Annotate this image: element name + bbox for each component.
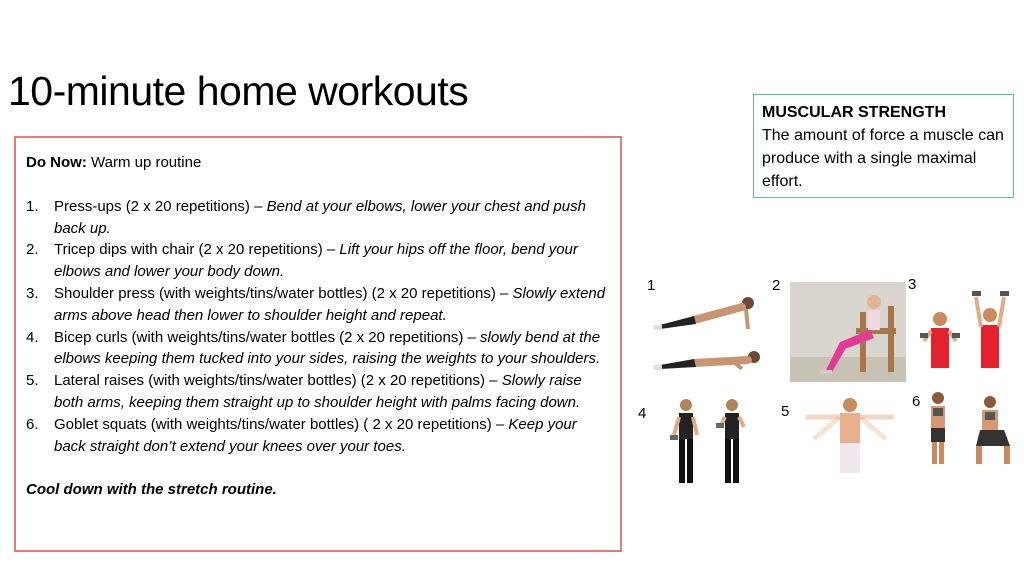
item-text: Press-ups (2 x 20 repetitions) – xyxy=(54,197,263,215)
image-label-2: 2 xyxy=(772,277,781,294)
definition-term: MUSCULAR STRENGTH xyxy=(762,104,946,121)
item-text: Bicep curls (with weights/tins/water bottles (2 x 20 repetitions) – xyxy=(54,328,476,346)
goblet-squat-standing-figure xyxy=(931,392,945,464)
do-now-heading xyxy=(26,152,608,174)
image-label-1: 1 xyxy=(647,277,656,294)
item-instruction: Keep your back straight don’t extend your knees over your toes. xyxy=(54,415,577,455)
tricep-dips-photo xyxy=(790,282,906,382)
goblet-squat-squatting-figure xyxy=(976,396,1010,464)
list-item xyxy=(26,414,608,458)
item-instruction: Lift your hips off the floor, bend your elbows and lower your body down. xyxy=(54,241,578,281)
list-item xyxy=(26,327,608,371)
image-label-5: 5 xyxy=(781,403,790,420)
list-item xyxy=(26,283,608,327)
goblet-squats-photo xyxy=(918,388,1018,470)
press-up-bottom-figure xyxy=(654,351,760,370)
item-number: 4. xyxy=(26,328,39,346)
list-item xyxy=(26,239,608,283)
definition-text: The amount of force a muscle can produce with a single maximal effort. xyxy=(762,127,1004,190)
page-title: 10-minute home workouts xyxy=(8,68,469,114)
do-now-label: Do Now: xyxy=(26,154,87,171)
item-instruction: Bend at your elbows, lower your chest and push back up. xyxy=(54,197,586,237)
item-text: Goblet squats (with weights/tins/water bottles) ( 2 x 20 repetitions) – xyxy=(54,415,505,433)
definition-box xyxy=(753,94,1014,198)
bicep-curl-left-figure xyxy=(670,399,697,483)
item-number: 2. xyxy=(26,241,39,259)
press-up-top-figure xyxy=(654,297,754,330)
shoulder-press-right-figure xyxy=(972,291,1009,368)
cool-down-text: Cool down with the stretch routine. xyxy=(26,481,277,499)
item-number: 6. xyxy=(26,415,39,433)
shoulder-press-left-figure xyxy=(920,312,960,368)
exercise-list xyxy=(26,196,608,458)
item-instruction: Slowly extend arms above head then lower to shoulder height and repeat. xyxy=(54,284,606,324)
shoulder-press-photo xyxy=(918,283,1018,383)
item-text: Lateral raises (with weights/tins/water bottles) (2 x 20 repetitions) – xyxy=(54,372,498,390)
bicep-curl-right-figure xyxy=(716,399,744,483)
item-number: 5. xyxy=(26,372,39,390)
image-label-3: 3 xyxy=(908,276,917,293)
item-number: 1. xyxy=(26,197,39,215)
image-label-6: 6 xyxy=(912,393,921,410)
lateral-raises-photo xyxy=(800,395,900,477)
item-instruction: slowly bend at the elbows keeping them tucked into your sides, raising the weights to your shoulders. xyxy=(54,328,601,368)
item-text: Tricep dips with chair (2 x 20 repetitions) – xyxy=(54,241,336,259)
do-now-box xyxy=(14,136,622,552)
list-item xyxy=(26,370,608,414)
do-now-text: Warm up routine xyxy=(91,154,202,171)
list-item xyxy=(26,196,608,240)
item-number: 3. xyxy=(26,284,39,302)
image-label-4: 4 xyxy=(638,405,647,422)
item-instruction: Slowly raise both arms, keeping them straight up to shoulder height with palms facing down. xyxy=(54,372,582,411)
bicep-curls-photo xyxy=(662,395,762,495)
press-up-photo xyxy=(650,285,775,380)
item-text: Shoulder press (with weights/tins/water bottles) (2 x 20 repetitions) – xyxy=(54,284,509,302)
